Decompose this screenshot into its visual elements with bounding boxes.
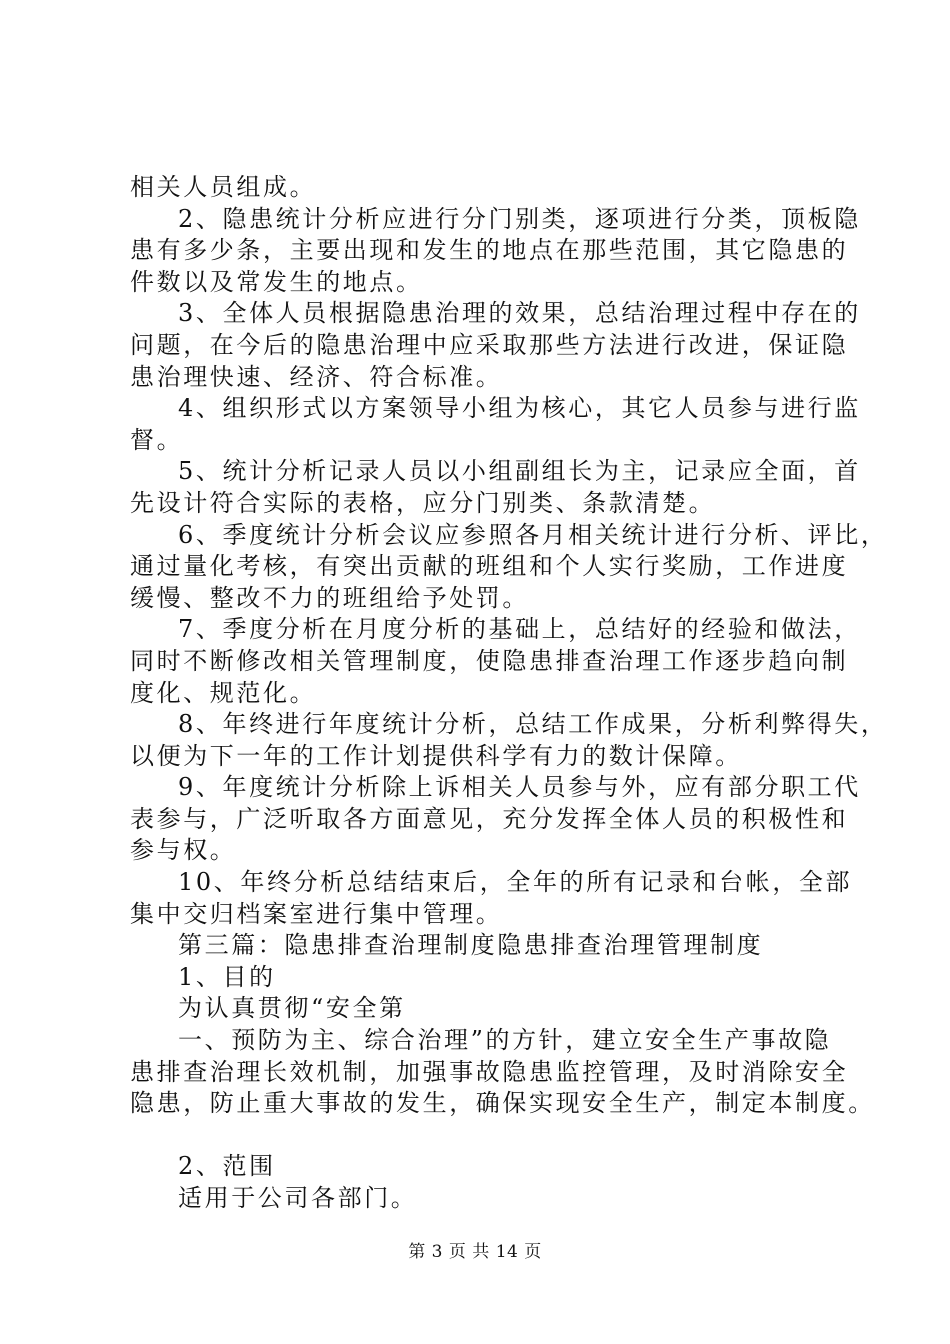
text-line: 通过量化考核，有突出贡献的班组和个人实行奖励，工作进度 [130,552,849,581]
text-line: 相关人员组成。 [130,173,317,201]
text-line: 参与权。 [130,836,237,865]
text-line: 以便为下一年的工作计划提供科学有力的数计保障。 [130,741,742,770]
paragraph-8-start: 8、年终进行年度统计分析，总结工作成果，分析利弊得失， [178,710,888,739]
section-heading: 第三篇：隐患排查治理制度隐患排查治理管理制度 [178,931,764,960]
text-line: 适用于公司各部门。 [178,1184,418,1212]
paragraph-2-start: 2、隐患统计分析应进行分门别类，逐项进行分类，顶板隐 [178,204,861,233]
text-line: 督。 [130,425,184,454]
text-line: 件数以及常发生的地点。 [130,267,423,296]
page-footer: 第 3 页 共 14 页 [408,1242,542,1262]
blank-line [130,1120,836,1152]
text-line: 表参与，广泛听取各方面意见，充分发挥全体人员的积极性和 [130,804,849,833]
text-line: 度化、规范化。 [130,678,317,707]
paragraph-5-start: 5、统计分析记录人员以小组副组长为主，记录应全面，首 [178,457,861,486]
paragraph-6-start: 6、季度统计分析会议应参照各月相关统计进行分析、评比， [178,520,888,549]
text-line: 患治理快速、经济、符合标准。 [130,362,503,391]
text-line: 一、预防为主、综合治理”的方针，建立安全生产事故隐 [178,1026,832,1055]
text-line: 患排查治理长效机制，加强事故隐患监控管理，及时消除安全 [130,1057,849,1086]
subheading-purpose: 1、目的 [178,962,276,991]
text-line: 问题，在今后的隐患治理中应采取那些方法进行改进，保证隐 [130,330,849,359]
text-line: 先设计符合实际的表格，应分门别类、条款清楚。 [130,488,716,517]
paragraph-10-start: 10、年终分析总结结束后，全年的所有记录和台帐，全部 [178,868,853,897]
paragraph-7-start: 7、季度分析在月度分析的基础上，总结好的经验和做法， [178,615,861,644]
paragraph-3-start: 3、全体人员根据隐患治理的效果，总结治理过程中存在的 [178,299,861,328]
paragraph-4-start: 4、组织形式以方案领导小组为核心，其它人员参与进行监 [178,394,861,423]
paragraph-9-start: 9、年度统计分析除上诉相关人员参与外，应有部分职工代 [178,773,861,802]
text-line: 集中交归档案室进行集中管理。 [130,899,503,928]
subheading-scope: 2、范围 [178,1152,276,1181]
text-line: 同时不断修改相关管理制度，使隐患排查治理工作逐步趋向制 [130,646,849,675]
text-line: 缓慢、整改不力的班组给予处罚。 [130,583,529,612]
text-line: 隐患，防止重大事故的发生，确保实现安全生产，制定本制度。 [130,1089,875,1118]
text-line: 为认真贯彻“安全第 [178,994,406,1023]
text-line: 患有多少条，主要出现和发生的地点在那些范围，其它隐患的 [130,236,849,265]
document-body [130,172,888,1215]
